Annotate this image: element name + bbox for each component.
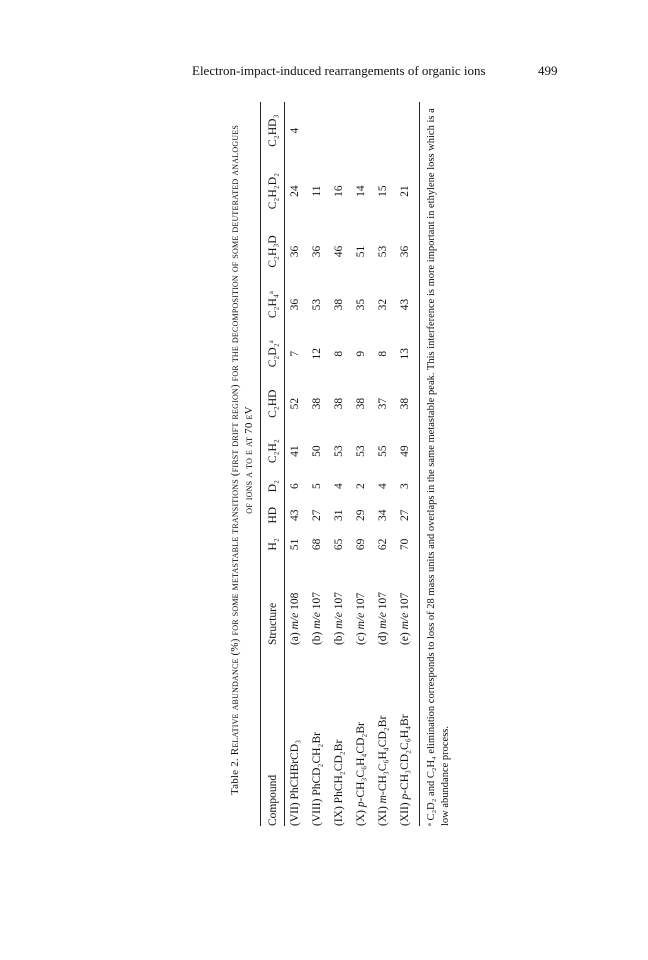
table-row — [285, 102, 308, 826]
header-compound: Compound — [261, 647, 285, 826]
rotated-table-block — [228, 90, 451, 830]
cell-compound: (XI) m-CH₃C₆H₄CD₂Br — [377, 715, 389, 826]
running-head-title: Electron-impact-induced rearrangements of organic ions — [192, 63, 486, 78]
cell-value: 43 — [289, 509, 301, 521]
cell-value: 53 — [377, 245, 389, 258]
cell-value — [307, 102, 329, 159]
cell-value: 53 — [311, 298, 323, 311]
cell-compound: (XII) p-CH₃CD₂C₆H₄Br — [395, 647, 420, 826]
cell-value: 7 — [289, 350, 301, 357]
cell-value: 29 — [355, 509, 367, 521]
cell-value: 32 — [377, 298, 389, 311]
cell-value: 65 — [333, 538, 345, 551]
cell-compound: (VII) PhCHBrCD₃ — [289, 739, 301, 826]
cell-structure: (a) m/e 108 — [289, 592, 301, 646]
cell-structure: (c) m/e 107 — [355, 592, 367, 646]
table-row — [329, 102, 351, 826]
cell-value: 12 — [311, 347, 323, 360]
cell-value: 41 — [289, 445, 301, 457]
cell-value: 21 — [395, 159, 420, 223]
cell-value: 38 — [355, 397, 367, 410]
cell-value: 13 — [395, 329, 420, 378]
table-row — [373, 102, 395, 826]
cell-value: 38 — [333, 397, 345, 410]
cell-value: 27 — [311, 509, 323, 521]
header-c2hd3: C₂HD₃ — [261, 102, 285, 159]
cell-value: 5 — [311, 483, 323, 489]
header-c2h4: C₂H₄ᵃ — [261, 280, 285, 329]
cell-value: 34 — [377, 509, 389, 521]
cell-value: 35 — [355, 298, 367, 311]
cell-value: 27 — [395, 499, 420, 532]
header-d2: D₂ — [261, 473, 285, 499]
cell-value: 51 — [355, 245, 367, 258]
cell-value: 36 — [289, 298, 301, 311]
table-caption-line1: Relative abundance (%) for some metastable transitions (first drift region) for the decomposition of some deuterated analogues — [229, 124, 241, 756]
cell-compound: (VIII) PhCD₂CH₂Br — [311, 732, 323, 826]
cell-value — [351, 102, 373, 159]
cell-value: 36 — [311, 245, 323, 258]
cell-value: 9 — [355, 350, 367, 357]
cell-value: 36 — [289, 245, 301, 258]
cell-value: 2 — [355, 483, 367, 489]
cell-value: 43 — [395, 280, 420, 329]
table-row — [307, 102, 329, 826]
cell-value: 24 — [289, 185, 301, 197]
cell-value: 53 — [333, 445, 345, 457]
cell-value: 69 — [355, 538, 367, 551]
cell-structure: (d) m/e 107 — [377, 592, 389, 646]
cell-value: 4 — [377, 483, 389, 489]
header-c2h2: C₂H₂ — [261, 429, 285, 473]
cell-value: 46 — [333, 245, 345, 258]
cell-value: 53 — [355, 445, 367, 457]
header-c2h3d: C₂H₃D — [261, 223, 285, 280]
table-caption — [228, 96, 256, 824]
cell-structure: (b) m/e 107 — [311, 592, 323, 646]
table-footnote: ᵃ C₂D₂ and C₂H₄ elimination corresponds to loss of 28 mass units and overlaps in the same metastable peak. This interference is more important in ethylene loss which is a low abundance process. — [426, 108, 451, 826]
running-head — [0, 63, 648, 83]
cell-value: 55 — [377, 445, 389, 457]
cell-value: 62 — [377, 538, 389, 551]
cell-value: 38 — [333, 298, 345, 311]
abundance-table — [260, 102, 420, 826]
cell-value: 11 — [311, 185, 323, 197]
header-hd: HD — [261, 499, 285, 532]
cell-value: 3 — [395, 473, 420, 499]
header-structure: Structure — [261, 557, 285, 647]
cell-value: 14 — [355, 185, 367, 197]
table-header-row — [261, 102, 285, 826]
header-c2h2d2: C₂H₂D₂ — [261, 159, 285, 223]
cell-structure: (b) m/e 107 — [333, 592, 345, 646]
cell-value: 37 — [377, 397, 389, 410]
cell-value: 38 — [311, 397, 323, 410]
table-body — [285, 102, 420, 826]
table-caption-line2: of ions a to e at 70 eV — [243, 406, 255, 514]
header-c2hd: C₂HD — [261, 378, 285, 429]
cell-value — [329, 102, 351, 159]
cell-value: 8 — [377, 350, 389, 357]
cell-value: 49 — [395, 429, 420, 473]
cell-value: 16 — [333, 185, 345, 197]
header-c2d2: C₂D₂ᵃ — [261, 329, 285, 378]
cell-value: 38 — [395, 378, 420, 429]
table-caption-prefix: Table 2. — [229, 758, 241, 796]
cell-value — [373, 102, 395, 159]
cell-value: 51 — [289, 538, 301, 551]
cell-value: 31 — [333, 509, 345, 521]
cell-value: 36 — [395, 223, 420, 280]
table-row — [351, 102, 373, 826]
cell-value: 70 — [395, 531, 420, 557]
table-row — [395, 102, 420, 826]
cell-compound: (X) p-CH₃C₆H₄CD₂Br — [355, 722, 367, 826]
cell-value: 4 — [333, 483, 345, 489]
cell-value — [395, 102, 420, 159]
cell-value: 68 — [311, 538, 323, 551]
cell-value: 4 — [289, 127, 301, 134]
header-h2: H₂ — [261, 531, 285, 557]
page-number: 499 — [538, 63, 558, 78]
cell-compound: (IX) PhCH₂CD₂Br — [333, 739, 345, 826]
cell-structure: (e) m/e 107 — [395, 557, 420, 647]
cell-value: 52 — [289, 397, 301, 410]
cell-value: 6 — [289, 483, 301, 489]
cell-value: 50 — [311, 445, 323, 457]
cell-value: 15 — [377, 185, 389, 197]
cell-value: 8 — [333, 350, 345, 357]
